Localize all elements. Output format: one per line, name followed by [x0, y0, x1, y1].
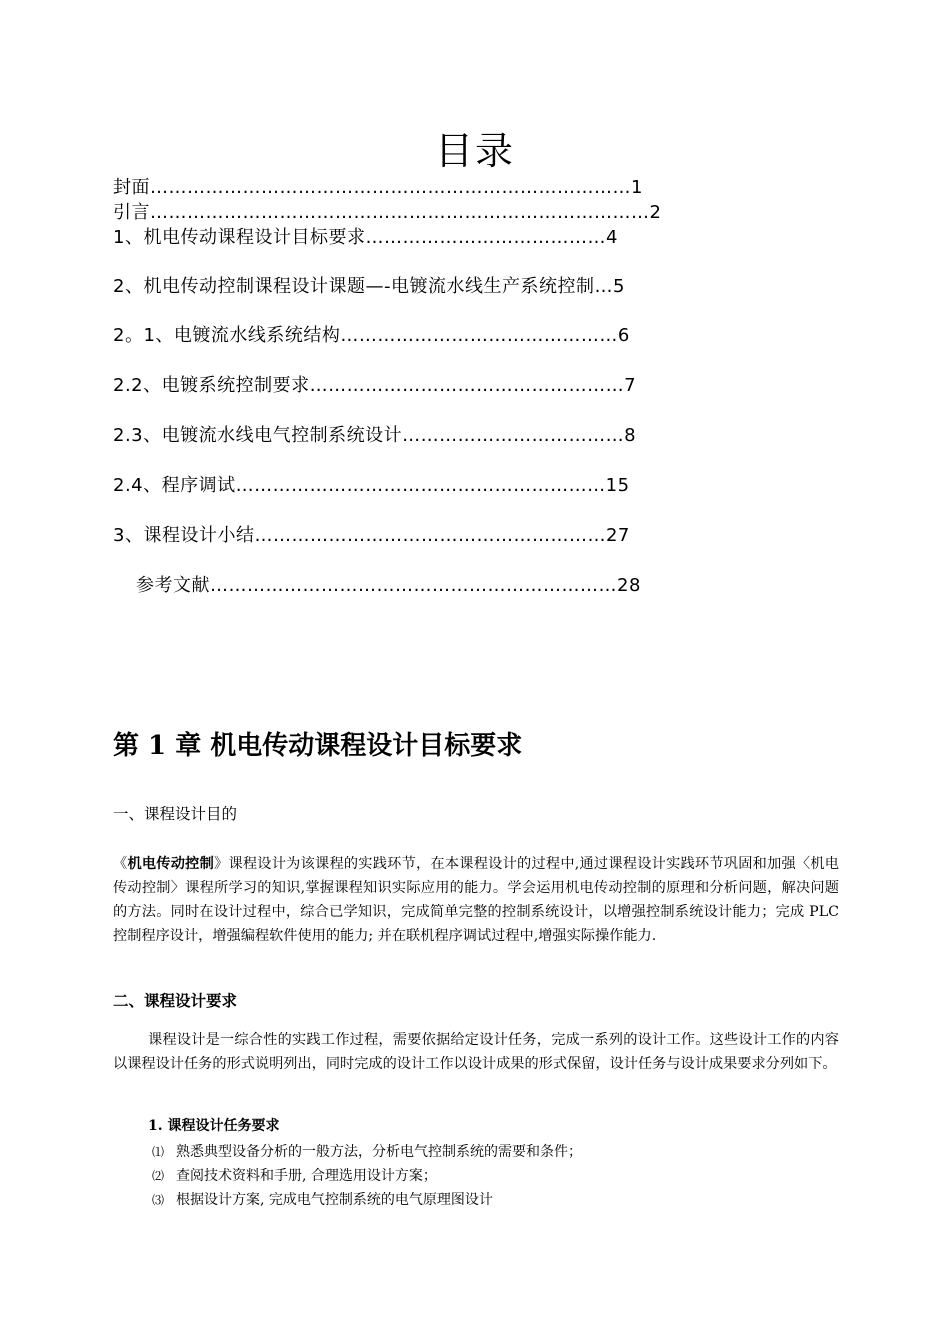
- list-item: [152, 1190, 493, 1210]
- list-item-number: ⑴: [152, 1145, 165, 1159]
- paragraph-purpose: [113, 852, 839, 948]
- toc-entry-cover: 封面……………………………………………………………………1: [113, 177, 643, 198]
- paragraph-requirements: 课程设计是一综合性的实践工作过程，需要依据给定设计任务，完成一系列的设计工作。这些设计工作的内容以课程设计任务的形式说明列出，同时完成的设计工作以设计成果的形式保留，设计任务与设计成果要求分列如下。: [113, 1032, 839, 1072]
- subsection-title-tasks: 1. 课程设计任务要求: [148, 1118, 280, 1134]
- book-title-open: 《: [113, 856, 128, 872]
- toc-entry-2-4: 2.4、程序调试……………………………………………………15: [113, 475, 630, 496]
- section-title-purpose: 一、课程设计目的: [113, 805, 238, 823]
- toc-entry-ch2: 2、机电传动控制课程设计课题—-电镀流水线生产系统控制…5: [113, 276, 625, 297]
- list-item-text: 查阅技术资料和手册, 合理选用设计方案；: [176, 1168, 437, 1184]
- toc-entry-2-2: 2.2、电镀系统控制要求……………………………………………7: [113, 375, 637, 396]
- toc-entry-ch3: 3、课程设计小结…………………………………………………27: [113, 525, 630, 546]
- list-item-number: ⑵: [152, 1169, 165, 1183]
- toc-entry-ch1: 1、机电传动课程设计目标要求…………………………………4: [113, 227, 618, 248]
- section-title-requirements: 二、课程设计要求: [113, 991, 238, 1010]
- list-item-number: ⑶: [152, 1193, 165, 1207]
- book-title: 机电传动控制: [127, 856, 215, 872]
- toc-entry-references: 参考文献…………………………………………………………28: [136, 575, 641, 596]
- toc-entry-intro: 引言………………………………………………………………………2: [113, 202, 662, 223]
- toc-title: 目录: [434, 129, 515, 173]
- paragraph-purpose-text: 》课程设计为该课程的实践环节，在本课程设计的过程中,通过课程设计实践环节巩固和加强〈机电传动控制〉课程所学习的知识,掌握课程知识实际应用的能力。学会运用机电传动控制的原理和分析问题，解决问题的方法。同时在设计过程中，综合已学知识，完成简单完整的控制系统设计，以增强控制系统设计能力；完成 PLC 控制程序设计，增强编程软件使用的能力; 并在联机程序调试过程中,增强实际操作能力.: [113, 856, 839, 944]
- list-item: [152, 1166, 437, 1186]
- list-item: [152, 1142, 582, 1162]
- toc-entry-2-3: 2.3、电镀流水线电气控制系统设计………………………………8: [113, 425, 637, 446]
- chapter-title: 第 1 章 机电传动课程设计目标要求: [113, 731, 523, 761]
- list-item-text: 熟悉典型设备分析的一般方法，分析电气控制系统的需要和条件；: [176, 1144, 582, 1160]
- list-item-text: 根据设计方案, 完成电气控制系统的电气原理图设计: [176, 1192, 493, 1208]
- toc-entry-2-1: 2。1、电镀流水线系统结构………………………………………6: [113, 325, 630, 346]
